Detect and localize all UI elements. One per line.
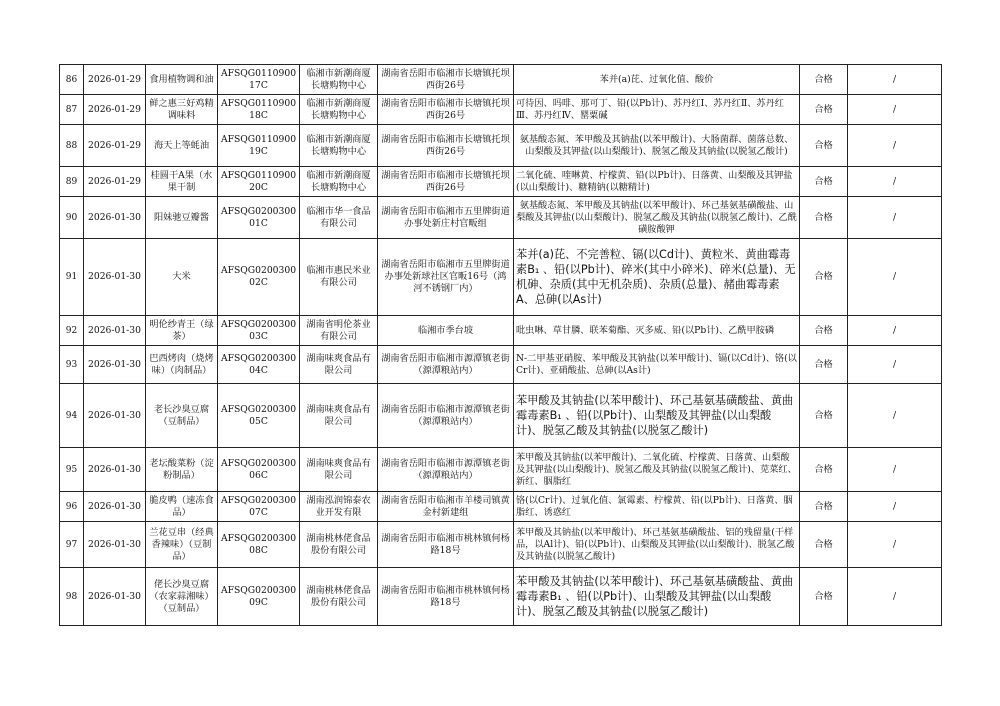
product-name: 佬长沙臭豆腐（农家蒜湘味）（豆制品） [146,568,218,626]
remark: / [848,492,942,522]
test-result: 合格 [800,492,848,522]
company-address: 湖南省岳阳市临湘市长塘镇托坝西街26号 [378,95,514,125]
sample-code: AFSQG020030001C [218,197,300,239]
product-name: 老长沙臭豆腐（豆制品） [146,384,218,448]
test-result: 合格 [800,95,848,125]
sampling-date: 2026-01-30 [84,568,146,626]
row-number: 86 [60,65,84,95]
sampled-company: 湖南桃林佬食品股份有限公司 [300,522,378,568]
test-items: 苯甲酸及其钠盐(以苯甲酸计)、环己基氨基磺酸盐、铝的残留量(干样品，以Al计)、铅(以Pb计)、山梨酸及其钾盐(以山梨酸计)、脱氢乙酸及其钠盐(以脱氢乙酸计) [514,522,800,568]
test-items: 氨基酸态氮、苯甲酸及其钠盐(以苯甲酸计)、大肠菌群、菌落总数、山梨酸及其钾盐(以山梨酸计)、脱氢乙酸及其钠盐(以脱氢乙酸计) [514,125,800,167]
table-row [60,316,942,346]
sampling-date: 2026-01-30 [84,522,146,568]
sample-code: AFSQG020030007C [218,492,300,522]
sampled-company: 临湘市新潮商厦长塘购物中心 [300,167,378,197]
sampled-company: 湖南泓润锦泰农业开发有限 [300,492,378,522]
sampling-date: 2026-01-30 [84,197,146,239]
row-number: 96 [60,492,84,522]
product-name: 鲜之惠三好鸡精调味料 [146,95,218,125]
remark: / [848,197,942,239]
sampling-date: 2026-01-29 [84,167,146,197]
test-result: 合格 [800,65,848,95]
row-number: 91 [60,239,84,316]
company-address: 湖南省岳阳市临湘市源潭镇老街（源潭粮站内） [378,346,514,384]
table-row [60,522,942,568]
test-items: 苯甲酸及其钠盐(以苯甲酸计)、环己基氨基磺酸盐、黄曲霉毒素B₁ 、铅(以Pb计)、山梨酸及其钾盐(以山梨酸计)、脱氢乙酸及其钠盐(以脱氢乙酸计) [514,568,800,626]
test-result: 合格 [800,167,848,197]
table-row [60,65,942,95]
sampling-date: 2026-01-30 [84,448,146,492]
sampled-company: 临湘市新潮商厦长塘购物中心 [300,65,378,95]
table-row [60,125,942,167]
sampling-date: 2026-01-30 [84,239,146,316]
product-name: 海天上等蚝油 [146,125,218,167]
row-number: 95 [60,448,84,492]
row-number: 90 [60,197,84,239]
sample-code: AFSQG011090020C [218,167,300,197]
sample-code: AFSQG020030009C [218,568,300,626]
row-number: 92 [60,316,84,346]
sampled-company: 临湘市惠民米业有限公司 [300,239,378,316]
row-number: 87 [60,95,84,125]
company-address: 湖南省岳阳市临湘市长塘镇托坝西街26号 [378,125,514,167]
row-number: 98 [60,568,84,626]
table-row [60,197,942,239]
product-name: 食用植物调和油 [146,65,218,95]
remark: / [848,346,942,384]
table-row [60,384,942,448]
row-number: 89 [60,167,84,197]
test-items: 铬(以Cr计)、过氧化值、氯霉素、柠檬黄、铅(以Pb计)、日落黄、胭脂红、诱惑红 [514,492,800,522]
inspection-results-table [59,64,942,626]
sampling-date: 2026-01-30 [84,346,146,384]
sampled-company: 湖南桃林佬食品股份有限公司 [300,568,378,626]
table-row [60,167,942,197]
sample-code: AFSQG020030005C [218,384,300,448]
sampled-company: 临湘市新潮商厦长塘购物中心 [300,95,378,125]
company-address: 湖南省岳阳市临湘市桃林镇何杨路18号 [378,568,514,626]
remark: / [848,568,942,626]
company-address: 湖南省岳阳市临湘市羊楼司镇黄金村新建组 [378,492,514,522]
test-items: 苯甲酸及其钠盐(以苯甲酸计)、二氧化硫、柠檬黄、日落黄、山梨酸及其钾盐(以山梨酸计)、脱氢乙酸及其钠盐(以脱氢乙酸计)、苋菜红、新红、胭脂红 [514,448,800,492]
row-number: 93 [60,346,84,384]
sample-code: AFSQG020030003C [218,316,300,346]
test-items: 二氧化硫、喹啉黄、柠檬黄、铅(以Pb计)、日落黄、山梨酸及其钾盐(以山梨酸计)、糖精钠(以糖精计) [514,167,800,197]
test-result: 合格 [800,197,848,239]
row-number: 88 [60,125,84,167]
row-number: 97 [60,522,84,568]
test-items: 吡虫啉、草甘膦、联苯菊酯、灭多威、铅(以Pb计)、乙酰甲胺磷 [514,316,800,346]
company-address: 湖南省岳阳市临湘市五里牌街道办事处新庄村官畈组 [378,197,514,239]
remark: / [848,448,942,492]
sampled-company: 临湘市华一食品有限公司 [300,197,378,239]
sample-code: AFSQG020030004C [218,346,300,384]
product-name: 阳妹驰豆瓣酱 [146,197,218,239]
remark: / [848,384,942,448]
sampling-date: 2026-01-30 [84,492,146,522]
test-result: 合格 [800,125,848,167]
test-items: 苯并(a)芘、过氧化值、酸价 [514,65,800,95]
product-name: 脆皮鸭（速冻食品） [146,492,218,522]
sampling-date: 2026-01-30 [84,316,146,346]
table-row [60,95,942,125]
remark: / [848,95,942,125]
product-name: 大米 [146,239,218,316]
row-number: 94 [60,384,84,448]
sampled-company: 湖南味爽食品有限公司 [300,346,378,384]
table-row [60,492,942,522]
sampling-date: 2026-01-29 [84,95,146,125]
product-name: 桂圆干A果（水果干制 [146,167,218,197]
remark: / [848,167,942,197]
sample-code: AFSQG020030006C [218,448,300,492]
remark: / [848,239,942,316]
test-items: 苯甲酸及其钠盐(以苯甲酸计)、环己基氨基磺酸盐、黄曲霉毒素B₁ 、铅(以Pb计)、山梨酸及其钾盐(以山梨酸计)、脱氢乙酸及其钠盐(以脱氢乙酸计) [514,384,800,448]
sampled-company: 湖南省明伦茶业有限公司 [300,316,378,346]
test-result: 合格 [800,346,848,384]
company-address: 临湘市季台坡 [378,316,514,346]
product-name: 巴西烤肉（烧烤味）（肉制品） [146,346,218,384]
remark: / [848,65,942,95]
sampled-company: 临湘市新潮商厦长塘购物中心 [300,125,378,167]
test-result: 合格 [800,239,848,316]
sample-code: AFSQG011090019C [218,125,300,167]
test-result: 合格 [800,448,848,492]
remark: / [848,316,942,346]
sample-code: AFSQG011090018C [218,95,300,125]
company-address: 湖南省岳阳市临湘市源潭镇老街（源潭粮站内） [378,448,514,492]
product-name: 兰花豆串（经典香辣味）（豆制品） [146,522,218,568]
company-address: 湖南省岳阳市临湘市桃林镇何杨路18号 [378,522,514,568]
sampled-company: 湖南味爽食品有限公司 [300,448,378,492]
test-items: 可待因、吗啡、那可丁、铅(以Pb计)、苏丹红Ⅰ、苏丹红Ⅱ、苏丹红Ⅲ、苏丹红Ⅳ、罂粟碱 [514,95,800,125]
test-items: N-二甲基亚硝胺、苯甲酸及其钠盐(以苯甲酸计)、镉(以Cd计)、铬(以Cr计)、亚硝酸盐、总砷(以As计) [514,346,800,384]
product-name: 老坛酸菜粉（淀粉制品） [146,448,218,492]
test-result: 合格 [800,522,848,568]
sampled-company: 湖南味爽食品有限公司 [300,384,378,448]
table-row [60,568,942,626]
sampling-date: 2026-01-29 [84,125,146,167]
sample-code: AFSQG020030002C [218,239,300,316]
sample-code: AFSQG011090017C [218,65,300,95]
product-name: 明伦纱青王（绿茶） [146,316,218,346]
test-items: 氨基酸态氮、苯甲酸及其钠盐(以苯甲酸计)、环己基氨基磺酸盐、山梨酸及其钾盐(以山梨酸计)、脱氢乙酸及其钠盐(以脱氢乙酸计)、乙酰磺胺酸钾 [514,197,800,239]
test-result: 合格 [800,316,848,346]
company-address: 湖南省岳阳市临湘市长塘镇托坝西街26号 [378,167,514,197]
company-address: 湖南省岳阳市临湘市五里牌街道办事处新球社区官畈16号（鸿河不锈钢厂内） [378,239,514,316]
test-result: 合格 [800,568,848,626]
company-address: 湖南省岳阳市临湘市源潭镇老街（源潭粮站内） [378,384,514,448]
table-row [60,448,942,492]
test-items: 苯并(a)芘、不完善粒、镉(以Cd计)、黄粒米、黄曲霉毒素B₁ 、铅(以Pb计)、碎米(其中小碎米)、碎米(总量)、无机砷、杂质(其中无机杂质)、杂质(总量)、赭曲霉毒素A、总砷(以As计) [514,239,800,316]
remark: / [848,125,942,167]
sampling-date: 2026-01-30 [84,384,146,448]
company-address: 湖南省岳阳市临湘市长塘镇托坝西街26号 [378,65,514,95]
table-row [60,239,942,316]
sampling-date: 2026-01-29 [84,65,146,95]
table-row [60,346,942,384]
sample-code: AFSQG020030008C [218,522,300,568]
remark: / [848,522,942,568]
test-result: 合格 [800,384,848,448]
